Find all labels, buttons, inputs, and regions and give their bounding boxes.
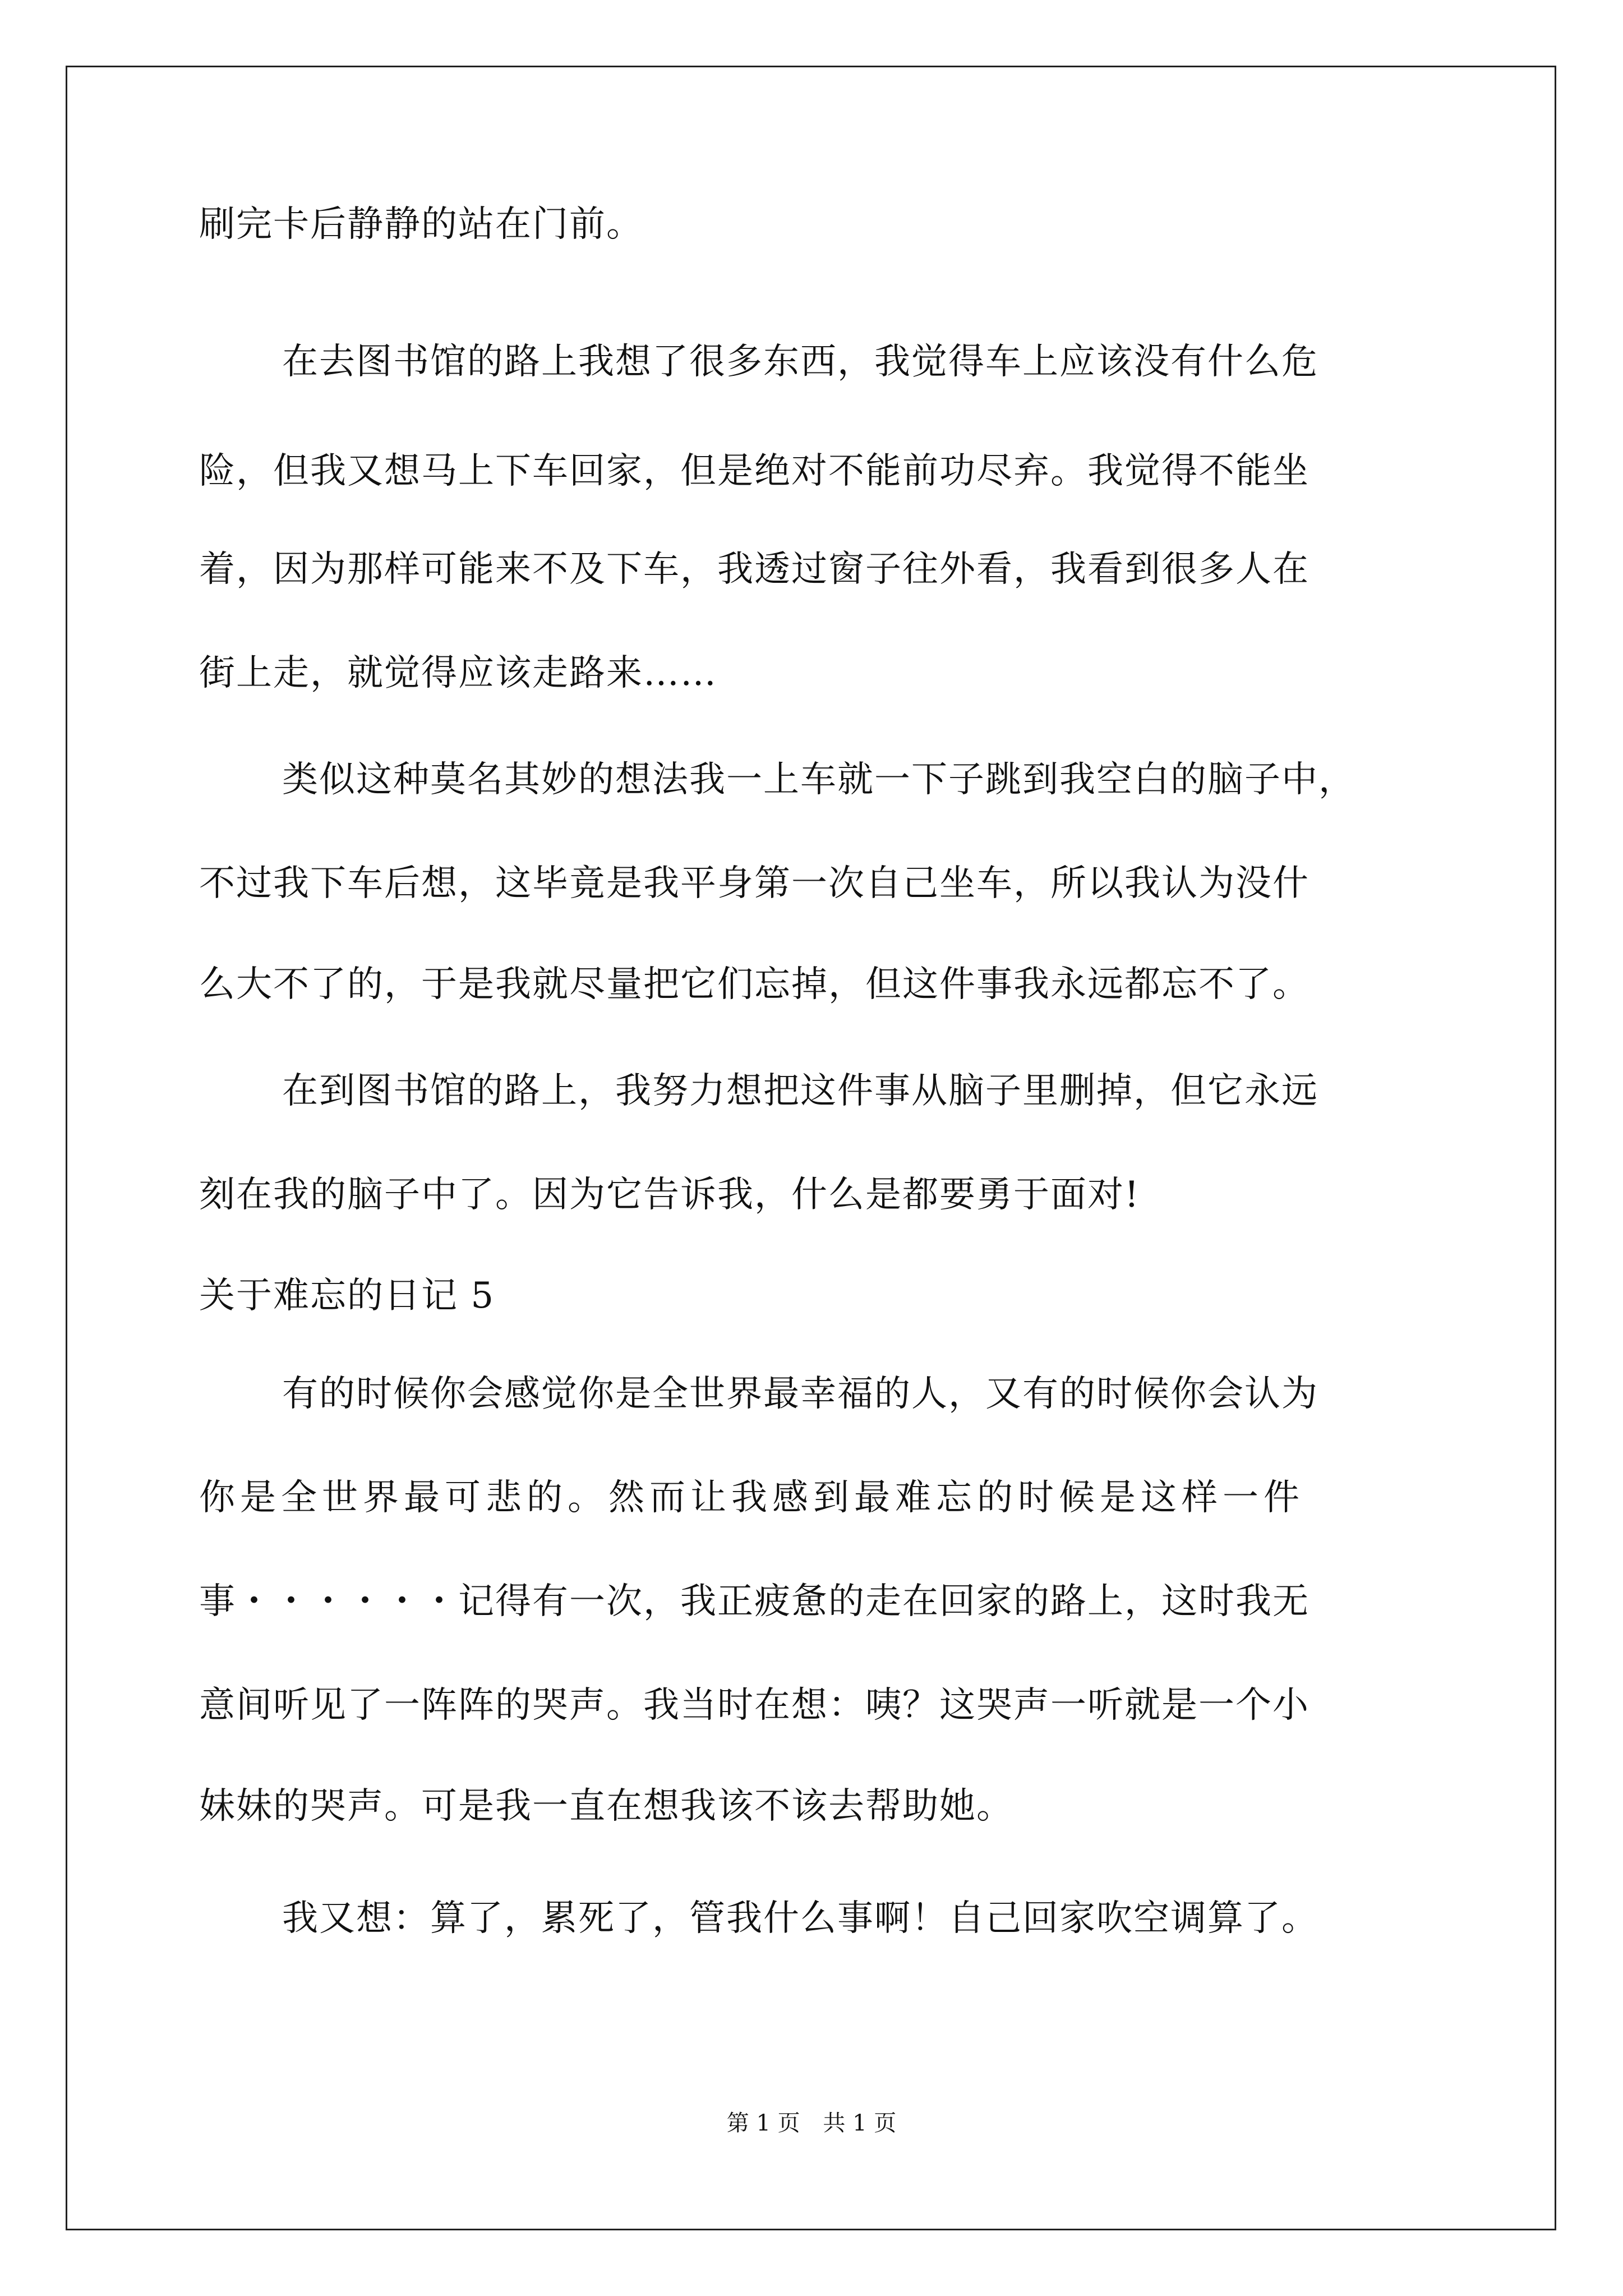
text-line: 街上走，就觉得应该走路来…… bbox=[199, 652, 717, 694]
paragraph-first-line: 我又想：算了，累死了，管我什么事啊！自己回家吹空调算了。 bbox=[282, 1898, 1318, 1939]
paragraph-first-line: 类似这种莫名其妙的想法我一上车就一下子跳到我空白的脑子中， bbox=[282, 759, 1355, 800]
text-line: 刻在我的脑子中了。因为它告诉我，什么是都要勇于面对! bbox=[199, 1174, 1140, 1216]
text-line: 事・・・・・・记得有一次，我正疲惫的走在回家的路上，这时我无 bbox=[199, 1581, 1310, 1622]
text-line: 意间听见了一阵阵的哭声。我当时在想：咦？这哭声一听就是一个小 bbox=[199, 1685, 1310, 1726]
paragraph-first-line: 在到图书馆的路上，我努力想把这件事从脑子里删掉，但它永远 bbox=[282, 1070, 1318, 1112]
paragraph-first-line: 有的时候你会感觉你是全世界最幸福的人，又有的时候你会认为 bbox=[282, 1373, 1318, 1415]
text-line: 么大不了的，于是我就尽量把它们忘掉，但这件事我永远都忘不了。 bbox=[199, 964, 1310, 1005]
text-line: 刷完卡后静静的站在门前。 bbox=[199, 204, 643, 245]
page-number: 第 1 页 bbox=[726, 2110, 800, 2136]
page-footer bbox=[0, 2109, 1623, 2137]
text-line: 你是全世界最可悲的。然而让我感到最难忘的时候是这样一件 bbox=[199, 1477, 1304, 1519]
text-line: 不过我下车后想，这毕竟是我平身第一次自己坐车，所以我认为没什 bbox=[199, 863, 1310, 904]
page-total: 共 1 页 bbox=[823, 2110, 897, 2136]
text-line: 着，因为那样可能来不及下车，我透过窗子往外看，我看到很多人在 bbox=[199, 549, 1310, 590]
text-line: 妹妹的哭声。可是我一直在想我该不该去帮助她。 bbox=[199, 1786, 1013, 1827]
section-heading: 关于难忘的日记 5 bbox=[199, 1275, 495, 1317]
text-line: 险，但我又想马上下车回家，但是绝对不能前功尽弃。我觉得不能坐 bbox=[199, 450, 1310, 492]
paragraph-first-line: 在去图书馆的路上我想了很多东西，我觉得车上应该没有什么危 bbox=[282, 341, 1318, 383]
